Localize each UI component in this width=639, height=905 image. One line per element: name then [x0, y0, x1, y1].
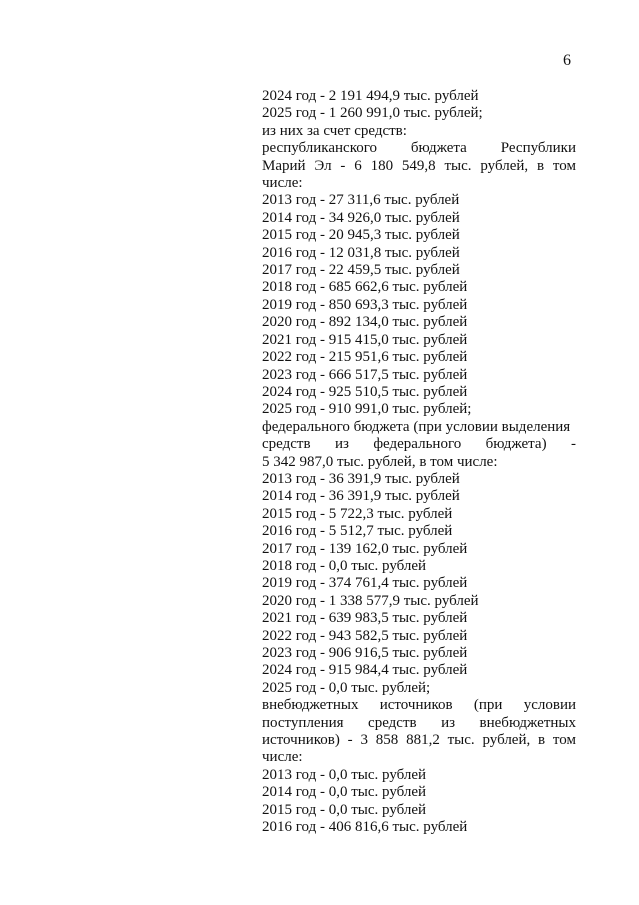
republic-year-line: 2021 год - 915 415,0 тыс. рублей	[262, 331, 468, 348]
republic-year-line: 2014 год - 34 926,0 тыс. рублей	[262, 209, 460, 226]
republic-budget-heading-line: республиканского бюджета Республики	[262, 140, 576, 157]
extrabudget-year-line: 2013 год - 0,0 тыс. рублей	[262, 766, 427, 783]
federal-year-line: 2021 год - 639 983,5 тыс. рублей	[262, 610, 468, 627]
republic-budget-heading-line: числе:	[262, 175, 303, 192]
republic-year-line: 2025 год - 910 991,0 тыс. рублей;	[262, 401, 472, 418]
federal-year-line: 2018 год - 0,0 тыс. рублей	[262, 557, 427, 574]
federal-year-line: 2015 год - 5 722,3 тыс. рублей	[262, 505, 453, 522]
republic-year-line: 2016 год - 12 031,8 тыс. рублей	[262, 244, 460, 261]
federal-year-line: 2020 год - 1 338 577,9 тыс. рублей	[262, 592, 479, 609]
republic-year-line: 2018 год - 685 662,6 тыс. рублей	[262, 279, 468, 296]
federal-year-line: 2017 год - 139 162,0 тыс. рублей	[262, 540, 468, 557]
text-line: из них за счет средств:	[262, 122, 407, 139]
page-number: 6	[563, 52, 571, 69]
federal-year-line: 2019 год - 374 761,4 тыс. рублей	[262, 575, 468, 592]
republic-year-line: 2022 год - 215 951,6 тыс. рублей	[262, 349, 468, 366]
extrabudget-year-line: 2014 год - 0,0 тыс. рублей	[262, 784, 427, 801]
extrabudget-heading-line: поступления средств из внебюджетных	[262, 714, 576, 731]
republic-year-line: 2017 год - 22 459,5 тыс. рублей	[262, 262, 460, 279]
federal-year-line: 2022 год - 943 582,5 тыс. рублей	[262, 627, 468, 644]
federal-year-line: 2025 год - 0,0 тыс. рублей;	[262, 679, 431, 696]
republic-year-line: 2013 год - 27 311,6 тыс. рублей	[262, 192, 460, 209]
republic-year-line: 2019 год - 850 693,3 тыс. рублей	[262, 296, 468, 313]
republic-year-line: 2020 год - 892 134,0 тыс. рублей	[262, 314, 468, 331]
federal-budget-heading-line: федерального бюджета (при условии выделения	[262, 418, 571, 435]
extrabudget-year-line: 2016 год - 406 816,6 тыс. рублей	[262, 819, 468, 836]
republic-year-line: 2015 год - 20 945,3 тыс. рублей	[262, 227, 460, 244]
document-body	[262, 88, 576, 836]
federal-year-line: 2016 год - 5 512,7 тыс. рублей	[262, 523, 453, 540]
extrabudget-year-line: 2015 год - 0,0 тыс. рублей	[262, 801, 427, 818]
extrabudget-heading-line: источников) - 3 858 881,2 тыс. рублей, в том	[262, 732, 576, 749]
federal-budget-heading-line: средств из федерального бюджета) -	[262, 436, 576, 453]
republic-year-line: 2024 год - 925 510,5 тыс. рублей	[262, 383, 468, 400]
text-line: 2024 год - 2 191 494,9 тыс. рублей	[262, 88, 479, 104]
federal-year-line: 2014 год - 36 391,9 тыс. рублей	[262, 488, 460, 505]
republic-year-line: 2023 год - 666 517,5 тыс. рублей	[262, 366, 468, 383]
federal-year-line: 2013 год - 36 391,9 тыс. рублей	[262, 470, 460, 487]
republic-budget-heading-line: Марий Эл - 6 180 549,8 тыс. рублей, в том	[262, 157, 576, 174]
extrabudget-heading-line: внебюджетных источников (при условии	[262, 697, 576, 714]
extrabudget-heading-line: числе:	[262, 749, 303, 766]
text-line: 2025 год - 1 260 991,0 тыс. рублей;	[262, 105, 483, 122]
federal-budget-heading-line: 5 342 987,0 тыс. рублей, в том числе:	[262, 453, 498, 470]
federal-year-line: 2023 год - 906 916,5 тыс. рублей	[262, 645, 468, 661]
federal-year-line: 2024 год - 915 984,4 тыс. рублей	[262, 662, 468, 679]
